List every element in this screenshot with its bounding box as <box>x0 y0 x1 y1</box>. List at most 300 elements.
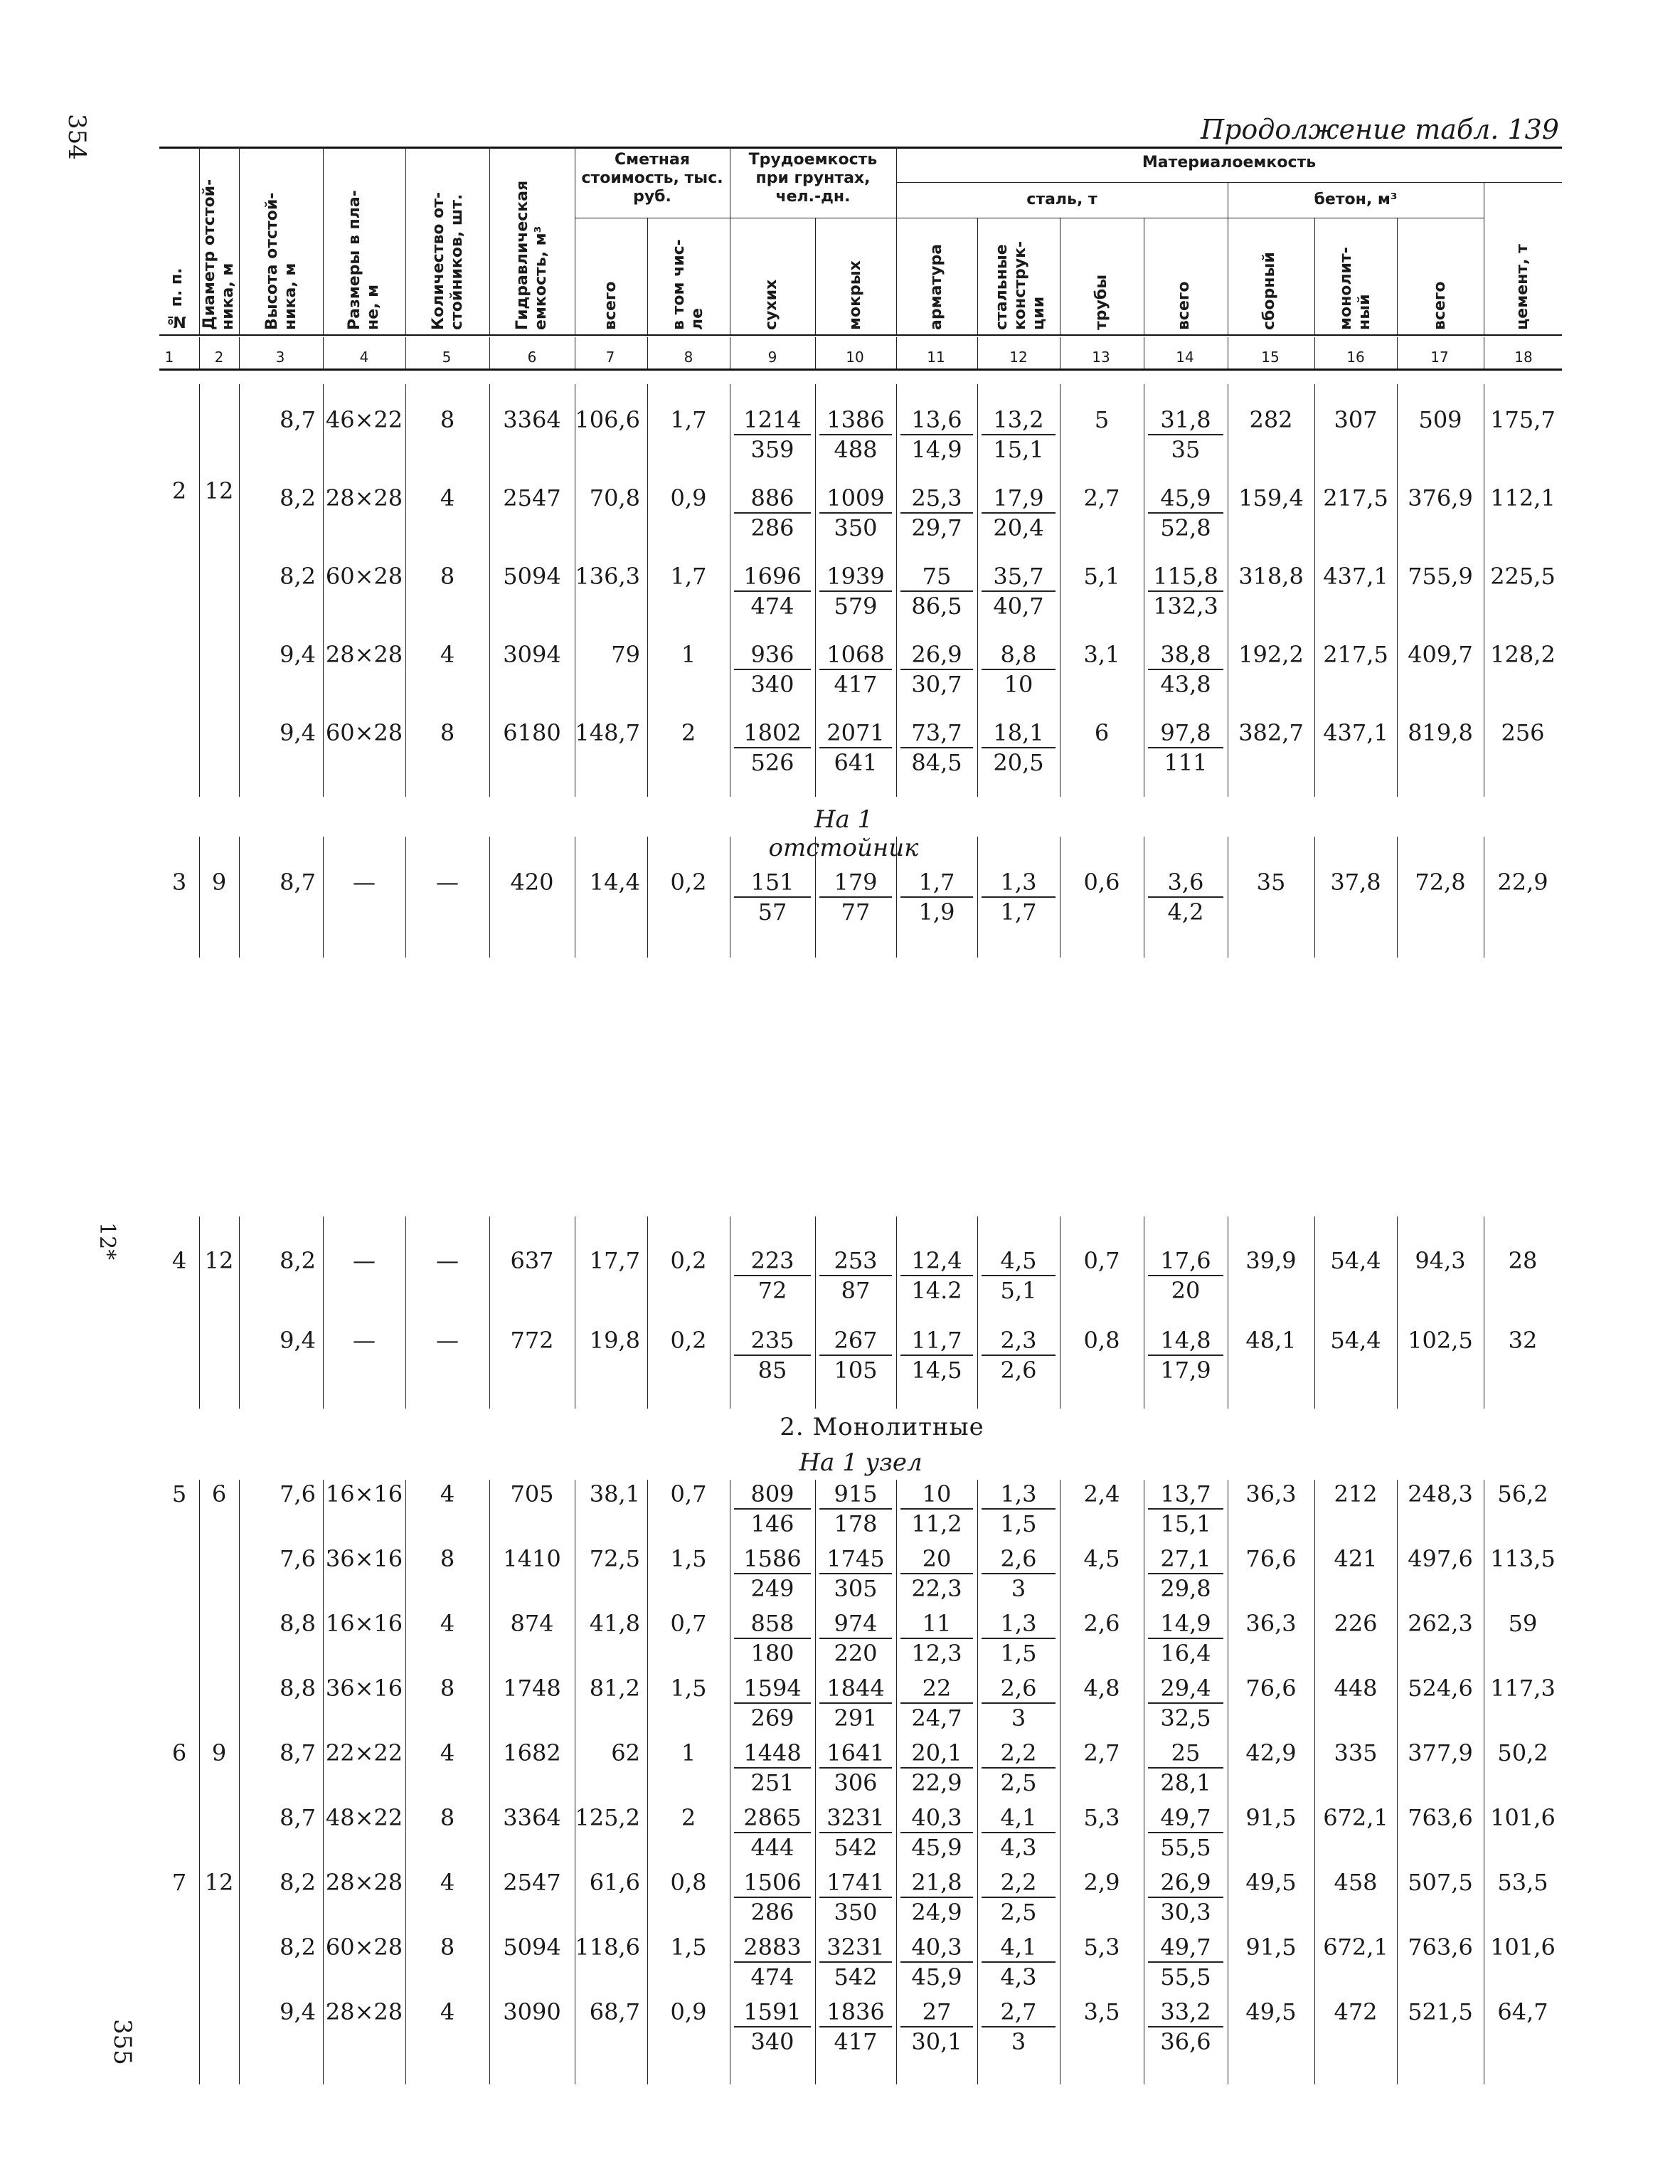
table-cell: 56,2 <box>1497 1480 1548 1507</box>
fraction-numerator: 3231 <box>819 1803 892 1833</box>
fraction-numerator: 915 <box>819 1480 892 1510</box>
table-cell: 5 <box>1094 406 1110 433</box>
fraction-numerator: 936 <box>734 640 811 670</box>
table-cell: 2547 <box>503 1869 561 1896</box>
table-cell: 7 <box>171 1869 187 1896</box>
fraction-numerator: 1,7 <box>900 868 973 898</box>
col-num: 15 <box>1261 349 1280 366</box>
fraction-denominator: 55,5 <box>1160 1963 1211 1990</box>
fraction-cell <box>819 1246 892 1305</box>
fraction-denominator: 474 <box>750 593 794 620</box>
fraction-denominator: 20 <box>1171 1277 1201 1304</box>
fraction-denominator: 43,8 <box>1160 671 1211 698</box>
fraction-numerator: 4,1 <box>982 1933 1056 1963</box>
table-cell: 36×16 <box>325 1675 403 1702</box>
fraction-numerator: 11,7 <box>900 1326 973 1356</box>
fraction-denominator: 87 <box>841 1277 871 1304</box>
fraction-cell <box>1148 1739 1223 1797</box>
head-capacity: Гидравлическая емкость, м³ <box>514 180 550 330</box>
fraction-denominator: 84,5 <box>911 749 962 776</box>
table-cell: 4 <box>440 641 455 668</box>
fraction-cell <box>982 868 1056 926</box>
fraction-cell <box>1148 1674 1223 1732</box>
table-cell: 9,4 <box>280 1327 316 1354</box>
fraction-cell <box>1148 1998 1223 2056</box>
fraction-denominator: 350 <box>834 514 878 541</box>
table-cell: 4 <box>440 1610 455 1637</box>
fraction-cell <box>819 1674 892 1732</box>
table-cell: 8,8 <box>280 1610 316 1637</box>
fraction-cell <box>734 1998 811 2056</box>
fraction-numerator: 27,1 <box>1148 1544 1223 1574</box>
table-cell: 101,6 <box>1490 1804 1556 1831</box>
row-diameter: 12 <box>204 477 234 504</box>
fraction-cell <box>734 1739 811 1797</box>
fraction-numerator: 1939 <box>819 562 892 592</box>
fraction-denominator: 306 <box>834 1769 878 1796</box>
table-cell: 148,7 <box>575 719 640 746</box>
fraction-cell <box>1148 640 1223 699</box>
fraction-cell <box>982 640 1056 699</box>
fraction-numerator: 2,2 <box>982 1868 1056 1898</box>
fraction-cell <box>982 1739 1056 1797</box>
fraction-denominator: 359 <box>750 436 794 463</box>
fraction-cell <box>900 1246 973 1305</box>
fraction-numerator: 27 <box>900 1998 973 2027</box>
table-cell: 0,8 <box>670 1869 707 1896</box>
block-4-12 <box>159 1216 1562 1409</box>
table-cell: 48,1 <box>1245 1327 1297 1354</box>
fraction-cell <box>1148 1326 1223 1384</box>
fraction-denominator: 15,1 <box>993 436 1044 463</box>
fraction-denominator: 286 <box>750 514 794 541</box>
fraction-denominator: 4,3 <box>1000 1963 1037 1990</box>
table-cell: 113,5 <box>1490 1545 1556 1572</box>
fraction-cell <box>900 640 973 699</box>
fraction-denominator: 474 <box>750 1963 794 1990</box>
fraction-numerator: 20,1 <box>900 1739 973 1769</box>
table-cell: 0,6 <box>1083 869 1120 896</box>
table-cell: 28 <box>1508 1247 1538 1274</box>
fraction-denominator: 30,7 <box>911 671 962 698</box>
fraction-denominator: 32,5 <box>1160 1705 1211 1732</box>
fraction-denominator: 24,9 <box>911 1899 962 1926</box>
fraction-denominator: 40,7 <box>993 593 1044 620</box>
fraction-denominator: 417 <box>834 671 878 698</box>
table-cell: 48×22 <box>325 1804 403 1831</box>
table-cell: 2,7 <box>1083 1739 1120 1766</box>
fraction-cell <box>900 1868 973 1926</box>
table-cell: 28×28 <box>325 1998 403 2025</box>
table-cell: 81,2 <box>589 1675 640 1702</box>
table-cell: 64,7 <box>1497 1998 1548 2025</box>
table-cell: 874 <box>510 1610 554 1637</box>
fraction-numerator: 2,3 <box>982 1326 1056 1356</box>
fraction-cell <box>819 1326 892 1384</box>
fraction-denominator: 29,8 <box>1160 1575 1211 1602</box>
fraction-cell <box>734 719 811 777</box>
table-cell: 2547 <box>503 484 561 511</box>
fraction-cell <box>734 1803 811 1862</box>
table-cell: 6 <box>211 1480 227 1507</box>
table-cell: 54,4 <box>1330 1247 1381 1274</box>
fraction-numerator: 1696 <box>734 562 811 592</box>
table-cell: 1,7 <box>670 563 707 590</box>
fraction-numerator: 11 <box>900 1609 973 1639</box>
fraction-denominator: 111 <box>1164 749 1208 776</box>
fraction-denominator: 4,3 <box>1000 1834 1037 1861</box>
fraction-denominator: 417 <box>834 2028 878 2055</box>
table-cell: 637 <box>510 1247 554 1274</box>
table-cell: 6 <box>171 1739 187 1766</box>
head-cement: цемент, т <box>1514 244 1531 330</box>
table-cell: 3,1 <box>1083 641 1120 668</box>
fraction-cell <box>982 1674 1056 1732</box>
table-cell: 36,3 <box>1245 1480 1297 1507</box>
fraction-cell <box>734 868 811 926</box>
table-cell: 60×28 <box>325 1934 403 1961</box>
col-num: 18 <box>1514 349 1533 366</box>
head-diameter: Диаметр отстой- ника, м <box>201 179 237 330</box>
fraction-cell <box>734 640 811 699</box>
fraction-numerator: 253 <box>819 1246 892 1276</box>
table-cell: 19,8 <box>589 1327 640 1354</box>
fraction-numerator: 1,3 <box>982 1480 1056 1510</box>
fraction-denominator: 72 <box>757 1277 787 1304</box>
fraction-numerator: 1448 <box>734 1739 811 1769</box>
fraction-numerator: 20 <box>900 1544 973 1574</box>
table-cell: 94,3 <box>1415 1247 1466 1274</box>
fraction-denominator: 305 <box>834 1575 878 1602</box>
fraction-denominator: 269 <box>750 1705 794 1732</box>
fraction-denominator: 132,3 <box>1153 593 1218 620</box>
table-cell: 3094 <box>503 641 561 668</box>
head-steel-structures: стальные конструк- ции <box>993 240 1048 330</box>
fraction-numerator: 1506 <box>734 1868 811 1898</box>
fraction-denominator: 14,9 <box>911 436 962 463</box>
fraction-denominator: 286 <box>750 1899 794 1926</box>
table-cell: 763,6 <box>1408 1804 1473 1831</box>
table-cell: 0,7 <box>670 1610 707 1637</box>
fraction-numerator: 26,9 <box>1148 1868 1223 1898</box>
fraction-cell <box>982 1480 1056 1538</box>
group-material: Материалоемкость <box>1142 154 1317 171</box>
page-number-right: 355 <box>108 2019 137 2065</box>
fraction-numerator: 1214 <box>734 405 811 435</box>
fraction-denominator: 17,9 <box>1160 1357 1211 1384</box>
table-cell: 1,5 <box>670 1545 707 1572</box>
table-cell: 262,3 <box>1408 1610 1473 1637</box>
fraction-numerator: 75 <box>900 562 973 592</box>
fraction-denominator: 3 <box>1011 1575 1026 1602</box>
table-cell: 1748 <box>503 1675 561 1702</box>
table-cell: 76,6 <box>1245 1675 1297 1702</box>
table-cell: 49,5 <box>1245 1998 1297 2025</box>
table-cell: 36×16 <box>325 1545 403 1572</box>
col-num: 6 <box>527 349 537 366</box>
table-cell: 28×28 <box>325 1869 403 1896</box>
fraction-numerator: 1586 <box>734 1544 811 1574</box>
fraction-cell <box>982 1933 1056 1991</box>
table-cell: 335 <box>1334 1739 1378 1766</box>
head-concrete-total: всего <box>1431 281 1449 330</box>
table-cell: 159,4 <box>1238 484 1304 511</box>
table-cell: 819,8 <box>1408 719 1473 746</box>
table-cell: 5 <box>171 1480 187 1507</box>
fraction-cell <box>819 405 892 464</box>
fraction-denominator: 30,3 <box>1160 1899 1211 1926</box>
fraction-cell <box>982 405 1056 464</box>
fraction-numerator: 1591 <box>734 1998 811 2027</box>
fraction-cell <box>819 1739 892 1797</box>
fraction-denominator: 86,5 <box>911 593 962 620</box>
fraction-denominator: 178 <box>834 1510 878 1537</box>
fraction-numerator: 38,8 <box>1148 640 1223 670</box>
group-cost: Сметная стоимость, тыс. руб. <box>581 151 723 206</box>
fraction-denominator: 251 <box>750 1769 794 1796</box>
table-cell: 2 <box>681 1804 696 1831</box>
table-cell: 76,6 <box>1245 1545 1297 1572</box>
col-num: 8 <box>684 349 693 366</box>
table-cell: — <box>353 1247 376 1274</box>
table-cell: 8,2 <box>280 484 316 511</box>
fraction-denominator: 249 <box>750 1575 794 1602</box>
fraction-denominator: 16,4 <box>1160 1640 1211 1667</box>
group-steel: сталь, т <box>1026 191 1097 208</box>
fraction-cell <box>900 1326 973 1384</box>
table-cell: 16×16 <box>325 1480 403 1507</box>
fraction-cell <box>734 1609 811 1668</box>
table-cell: 112,1 <box>1490 484 1556 511</box>
table-cell: 35 <box>1256 869 1286 896</box>
fraction-numerator: 4,1 <box>982 1803 1056 1833</box>
table-cell: 2,6 <box>1083 1610 1120 1637</box>
table-cell: 53,5 <box>1497 1869 1548 1896</box>
fraction-numerator: 25 <box>1148 1739 1223 1769</box>
col-num: 16 <box>1346 349 1365 366</box>
fraction-cell <box>900 868 973 926</box>
table-cell: 458 <box>1334 1869 1378 1896</box>
col-num: 1 <box>164 349 174 366</box>
table-cell: 2 <box>681 719 696 746</box>
table-cell: 4 <box>440 1998 455 2025</box>
fraction-cell <box>900 1674 973 1732</box>
fraction-cell <box>900 1609 973 1668</box>
table-cell: 376,9 <box>1408 484 1473 511</box>
table-cell: 0,8 <box>1083 1327 1120 1354</box>
fraction-cell <box>900 1998 973 2056</box>
table-cell: 9,4 <box>280 719 316 746</box>
head-cost-total: всего <box>602 281 620 330</box>
fraction-denominator: 20,5 <box>993 749 1044 776</box>
table-cell: 50,2 <box>1497 1739 1548 1766</box>
table-cell: 1682 <box>503 1739 561 1766</box>
fraction-numerator: 21,8 <box>900 1868 973 1898</box>
fraction-denominator: 45,9 <box>911 1963 962 1990</box>
fraction-cell <box>734 1246 811 1305</box>
table-cell: 37,8 <box>1330 869 1381 896</box>
fraction-numerator: 29,4 <box>1148 1674 1223 1704</box>
fraction-cell <box>982 1868 1056 1926</box>
fraction-numerator: 17,9 <box>982 484 1056 514</box>
table-cell: 3090 <box>503 1998 561 2025</box>
section-title-one-node: На 1 узел <box>799 1448 923 1477</box>
fraction-numerator: 33,2 <box>1148 1998 1223 2027</box>
fraction-cell <box>819 719 892 777</box>
fraction-cell <box>734 562 811 620</box>
table-cell: 0,2 <box>670 869 707 896</box>
col-num: 13 <box>1092 349 1110 366</box>
continuation-caption: Продолжение табл. 139 <box>1200 114 1559 145</box>
head-no: № п. п. <box>168 267 186 330</box>
table-cell: 8 <box>440 1675 455 1702</box>
table-cell: 61,6 <box>589 1869 640 1896</box>
signature-mark: 12* <box>95 1222 119 1261</box>
table-cell: 5094 <box>503 1934 561 1961</box>
fraction-cell <box>734 1868 811 1926</box>
table-cell: 16×16 <box>325 1610 403 1637</box>
fraction-cell <box>819 1868 892 1926</box>
fraction-numerator: 14,9 <box>1148 1609 1223 1639</box>
fraction-denominator: 526 <box>750 749 794 776</box>
table-cell: 7,6 <box>280 1545 316 1572</box>
row-diameter: 12 <box>204 1247 234 1274</box>
table-cell: 72,8 <box>1415 869 1466 896</box>
table-cell: 4 <box>440 1480 455 1507</box>
fraction-denominator: 20,4 <box>993 514 1044 541</box>
col-num: 5 <box>442 349 452 366</box>
fraction-cell <box>900 1480 973 1538</box>
fraction-cell <box>1148 484 1223 542</box>
table-cell: 672,1 <box>1323 1804 1388 1831</box>
fraction-cell <box>1148 868 1223 926</box>
table-cell: 8,7 <box>280 869 316 896</box>
block-2-12 <box>159 384 1562 797</box>
table-cell: 497,6 <box>1408 1545 1473 1572</box>
fraction-cell <box>819 1480 892 1538</box>
fraction-numerator: 2,2 <box>982 1739 1056 1769</box>
table-cell: 36,3 <box>1245 1610 1297 1637</box>
fraction-denominator: 28,1 <box>1160 1769 1211 1796</box>
fraction-cell <box>734 1933 811 1991</box>
table-cell: — <box>353 869 376 896</box>
fraction-numerator: 40,3 <box>900 1803 973 1833</box>
head-monolithic: монолит- ный <box>1337 247 1373 330</box>
fraction-denominator: 1,5 <box>1000 1640 1037 1667</box>
fraction-numerator: 858 <box>734 1609 811 1639</box>
table-cell: 217,5 <box>1323 641 1388 668</box>
table-cell: 117,3 <box>1490 1675 1556 1702</box>
head-cost-incl: в том чис- ле <box>670 239 706 330</box>
table-cell: 409,7 <box>1408 641 1473 668</box>
fraction-numerator: 3,6 <box>1148 868 1223 898</box>
table-cell: 1,5 <box>670 1934 707 1961</box>
fraction-numerator: 97,8 <box>1148 719 1223 748</box>
head-steel-total: всего <box>1175 281 1193 330</box>
fraction-numerator: 2071 <box>819 719 892 748</box>
fraction-cell <box>982 484 1056 542</box>
table-cell: 217,5 <box>1323 484 1388 511</box>
table-cell: 8 <box>440 1934 455 1961</box>
fraction-denominator: 350 <box>834 1899 878 1926</box>
table-cell: 59 <box>1508 1610 1538 1637</box>
table-cell: 448 <box>1334 1675 1378 1702</box>
fraction-cell <box>734 1326 811 1384</box>
table-cell: 2,9 <box>1083 1869 1120 1896</box>
fraction-cell <box>1148 1544 1223 1603</box>
fraction-cell <box>734 1480 811 1538</box>
table-cell: — <box>353 1327 376 1354</box>
table-cell: 8,2 <box>280 1934 316 1961</box>
table-cell: 28×28 <box>325 641 403 668</box>
fraction-numerator: 115,8 <box>1148 562 1223 592</box>
table-cell: 46×22 <box>325 406 403 433</box>
table-cell: 4,5 <box>1083 1545 1120 1572</box>
section-title-monolithic: 2. Монолитные <box>780 1413 984 1441</box>
table-cell: 192,2 <box>1238 641 1304 668</box>
table-cell: 8 <box>440 406 455 433</box>
fraction-denominator: 3 <box>1011 1705 1026 1732</box>
table-cell: 382,7 <box>1238 719 1304 746</box>
table-cell: 8 <box>440 1804 455 1831</box>
head-height: Высота отстой- ника, м <box>263 192 299 330</box>
table-cell: 70,8 <box>589 484 640 511</box>
table-cell: 524,6 <box>1408 1675 1473 1702</box>
table-cell: 377,9 <box>1408 1739 1473 1766</box>
table-cell: 9 <box>211 1739 227 1766</box>
fraction-numerator: 1,3 <box>982 868 1056 898</box>
fraction-denominator: 579 <box>834 593 878 620</box>
group-labor: Трудоемкость при грунтах, чел.-дн. <box>748 151 878 206</box>
head-rebar: арматура <box>927 243 945 330</box>
fraction-cell <box>1148 1609 1223 1668</box>
fraction-numerator: 10 <box>900 1480 973 1510</box>
table-cell: 3364 <box>503 406 561 433</box>
fraction-denominator: 14,5 <box>911 1357 962 1384</box>
fraction-numerator: 2883 <box>734 1933 811 1963</box>
table-cell: 68,7 <box>589 1998 640 2025</box>
table-cell: 4 <box>440 1739 455 1766</box>
fraction-denominator: 2,5 <box>1000 1899 1037 1926</box>
fraction-numerator: 1802 <box>734 719 811 748</box>
table-cell: 1,7 <box>670 406 707 433</box>
table-cell: 5,3 <box>1083 1934 1120 1961</box>
table-cell: 91,5 <box>1245 1934 1297 1961</box>
fraction-cell <box>819 1544 892 1603</box>
table-cell: 125,2 <box>575 1804 640 1831</box>
fraction-denominator: 3 <box>1011 2028 1026 2055</box>
fraction-denominator: 24,7 <box>911 1705 962 1732</box>
table-cell: 3364 <box>503 1804 561 1831</box>
fraction-denominator: 5,1 <box>1000 1277 1037 1304</box>
fraction-denominator: 340 <box>750 671 794 698</box>
table-cell: 8,2 <box>280 563 316 590</box>
fraction-denominator: 444 <box>750 1834 794 1861</box>
fraction-denominator: 22,9 <box>911 1769 962 1796</box>
fraction-numerator: 179 <box>819 868 892 898</box>
fraction-numerator: 1,3 <box>982 1609 1056 1639</box>
table-cell: 0,9 <box>670 484 707 511</box>
fraction-numerator: 235 <box>734 1326 811 1356</box>
fraction-cell <box>819 1933 892 1991</box>
fraction-cell <box>900 405 973 464</box>
table-cell: 101,6 <box>1490 1934 1556 1961</box>
table-cell: 9,4 <box>280 1998 316 2025</box>
table-cell: 60×28 <box>325 719 403 746</box>
table-cell: 22×22 <box>325 1739 403 1766</box>
table-cell: 1,5 <box>670 1675 707 1702</box>
fraction-cell <box>982 1544 1056 1603</box>
